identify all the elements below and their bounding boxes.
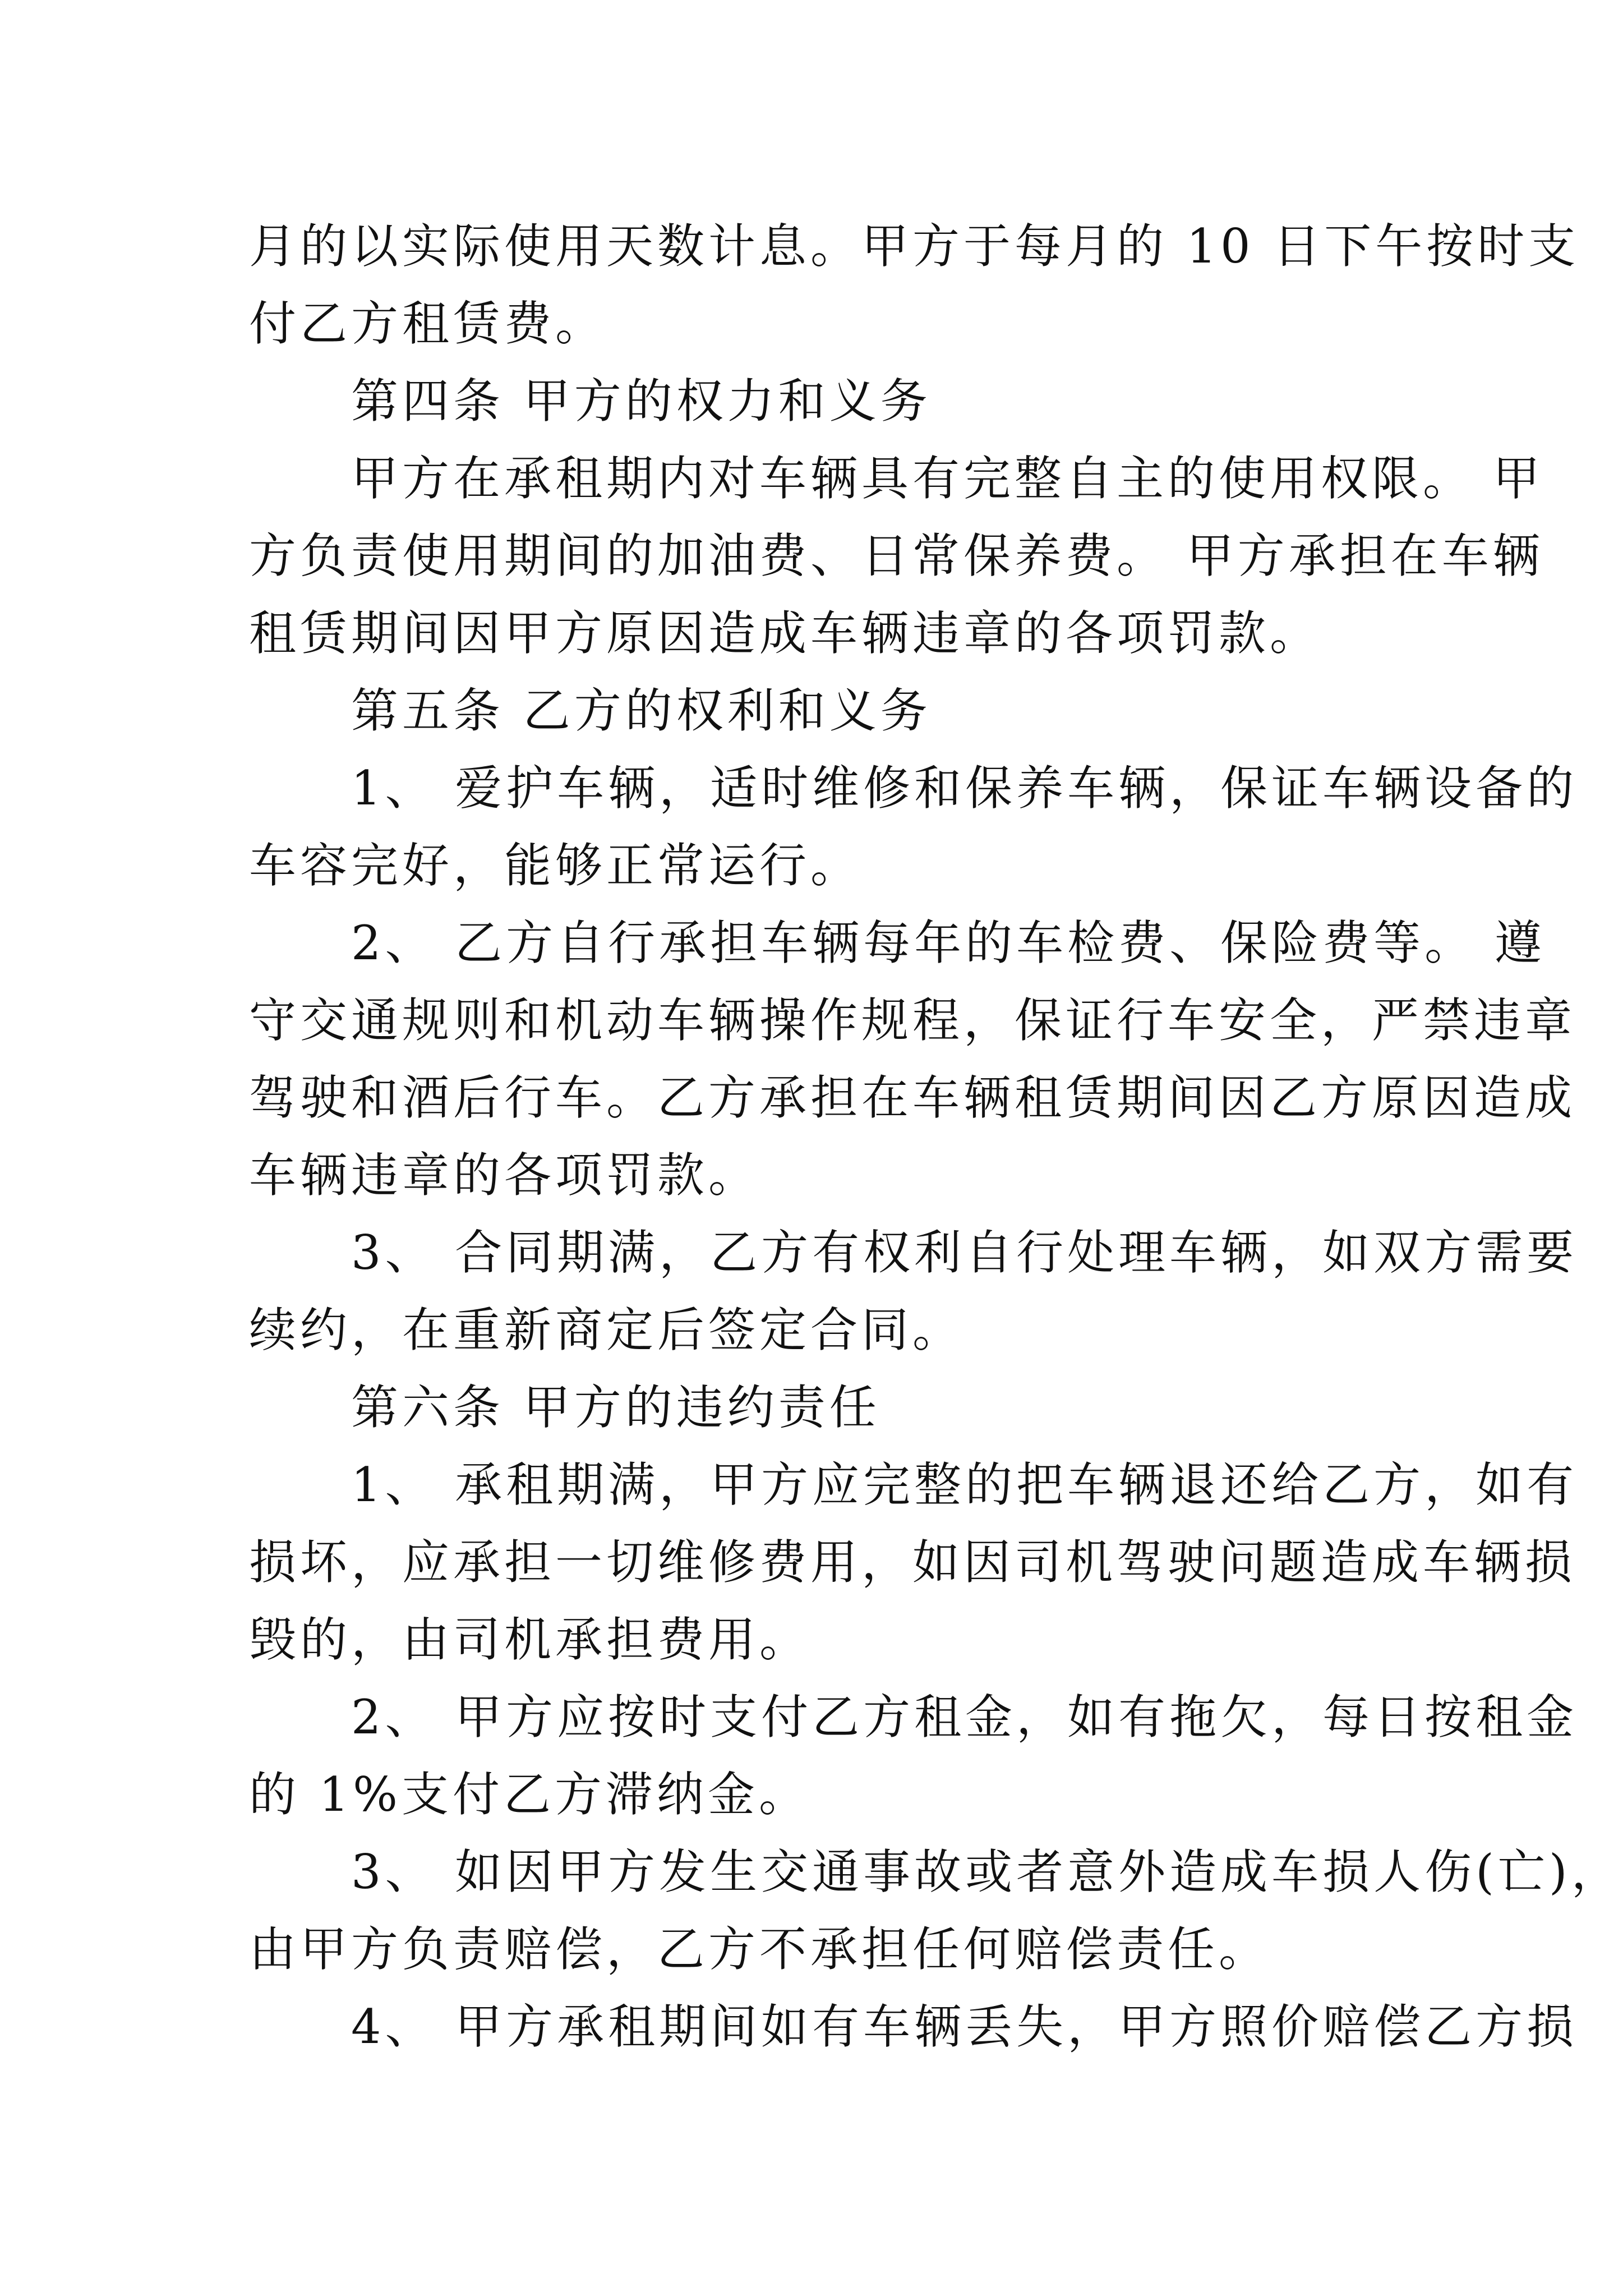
section-heading: 第六条 甲方的违约责任 [249,1380,880,1435]
text-line: 毁的，由司机承担费用。 [249,1612,811,1667]
text-line: 方负责使用期间的加油费、日常保养费。 甲方承担在车辆 [249,528,1544,583]
text-line: 损坏，应承担一切维修费用，如因司机驾驶问题造成车辆损 [249,1535,1576,1590]
text-line: 车辆违章的各项罚款。 [249,1148,760,1203]
text-line: 2、 甲方应按时支付乙方租金，如有拖欠，每日按租金 [249,1690,1578,1745]
text-line: 1、 承租期满，甲方应完整的把车辆退还给乙方，如有 [249,1457,1578,1512]
section-heading: 第五条 乙方的权利和义务 [249,683,932,738]
text-line: 的 1%支付乙方滞纳金。 [249,1767,810,1822]
text-line: 车容完好，能够正常运行。 [249,838,862,893]
text-line: 驾驶和酒后行车。乙方承担在车辆租赁期间因乙方原因造成 [249,1070,1576,1125]
text-line: 4、 甲方承租期间如有车辆丢失，甲方照价赔偿乙方损 [249,1999,1578,2054]
text-line: 租赁期间因甲方原因造成车辆违章的各项罚款。 [249,606,1321,661]
document-body [249,208,1622,2065]
text-line: 由甲方负责赔偿，乙方不承担任何赔偿责任。 [249,1922,1270,1977]
text-line: 付乙方租赁费。 [249,296,607,351]
text-line: 甲方在承租期内对车辆具有完整自主的使用权限。 甲 [249,451,1544,506]
text-line: 3、 合同期满，乙方有权利自行处理车辆，如双方需要 [249,1225,1578,1280]
section-heading: 第四条 甲方的权力和义务 [249,374,932,429]
text-line: 2、 乙方自行承担车辆每年的车检费、保险费等。 遵 [249,915,1546,970]
text-line: 守交通规则和机动车辆操作规程，保证行车安全，严禁违章 [249,993,1576,1048]
text-line: 月的以实际使用天数计息。甲方于每月的 10 日下午按时支 [249,219,1580,274]
text-line: 1、 爱护车辆，适时维修和保养车辆，保证车辆设备的 [249,761,1578,816]
text-line: 3、 如因甲方发生交通事故或者意外造成车损人伤(亡)， [249,1844,1622,1899]
text-line: 续约，在重新商定后签定合同。 [249,1303,964,1358]
